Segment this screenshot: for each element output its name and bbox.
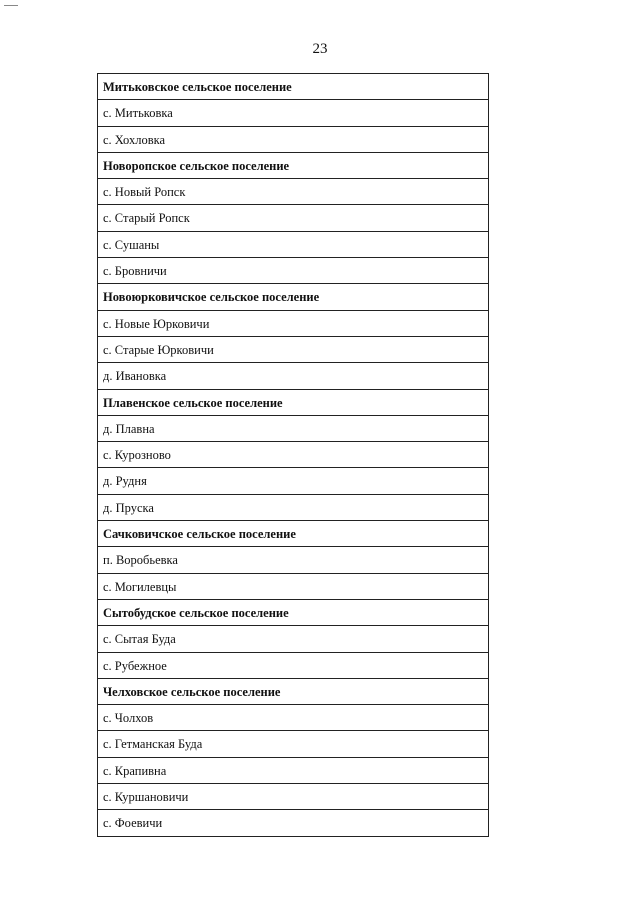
village-row: д. Пруска — [98, 495, 488, 521]
village-row: с. Бровничи — [98, 258, 488, 284]
village-row: с. Рубежное — [98, 653, 488, 679]
village-row: с. Курозново — [98, 442, 488, 468]
settlement-heading-row: Плавенское сельское поселение — [98, 390, 488, 416]
village-row: с. Могилевцы — [98, 574, 488, 600]
village-row: п. Воробьевка — [98, 547, 488, 573]
village-row: д. Ивановка — [98, 363, 488, 389]
village-row: д. Плавна — [98, 416, 488, 442]
village-row: с. Хохловка — [98, 127, 488, 153]
village-row: д. Рудня — [98, 468, 488, 494]
village-row: с. Чолхов — [98, 705, 488, 731]
village-row: с. Куршановичи — [98, 784, 488, 810]
village-row: с. Гетманская Буда — [98, 731, 488, 757]
settlement-heading-row: Сытобудское сельское поселение — [98, 600, 488, 626]
village-row: с. Митьковка — [98, 100, 488, 126]
village-row: с. Новые Юрковичи — [98, 311, 488, 337]
settlement-heading-row: Новоропское сельское поселение — [98, 153, 488, 179]
village-row: с. Крапивна — [98, 758, 488, 784]
village-row: с. Сушаны — [98, 232, 488, 258]
settlement-heading-row: Митьковское сельское поселение — [98, 74, 488, 100]
page-number: 23 — [312, 41, 328, 57]
scan-corner-mark — [4, 5, 18, 6]
settlement-heading-row: Новоюрковичское сельское поселение — [98, 284, 488, 310]
village-row: с. Фоевичи — [98, 810, 488, 836]
settlement-heading-row: Сачковичское сельское поселение — [98, 521, 488, 547]
settlement-heading-row: Челховское сельское поселение — [98, 679, 488, 705]
village-row: с. Старые Юрковичи — [98, 337, 488, 363]
village-row: с. Новый Ропск — [98, 179, 488, 205]
village-row: с. Старый Ропск — [98, 205, 488, 231]
settlements-table — [97, 73, 489, 837]
village-row: с. Сытая Буда — [98, 626, 488, 652]
